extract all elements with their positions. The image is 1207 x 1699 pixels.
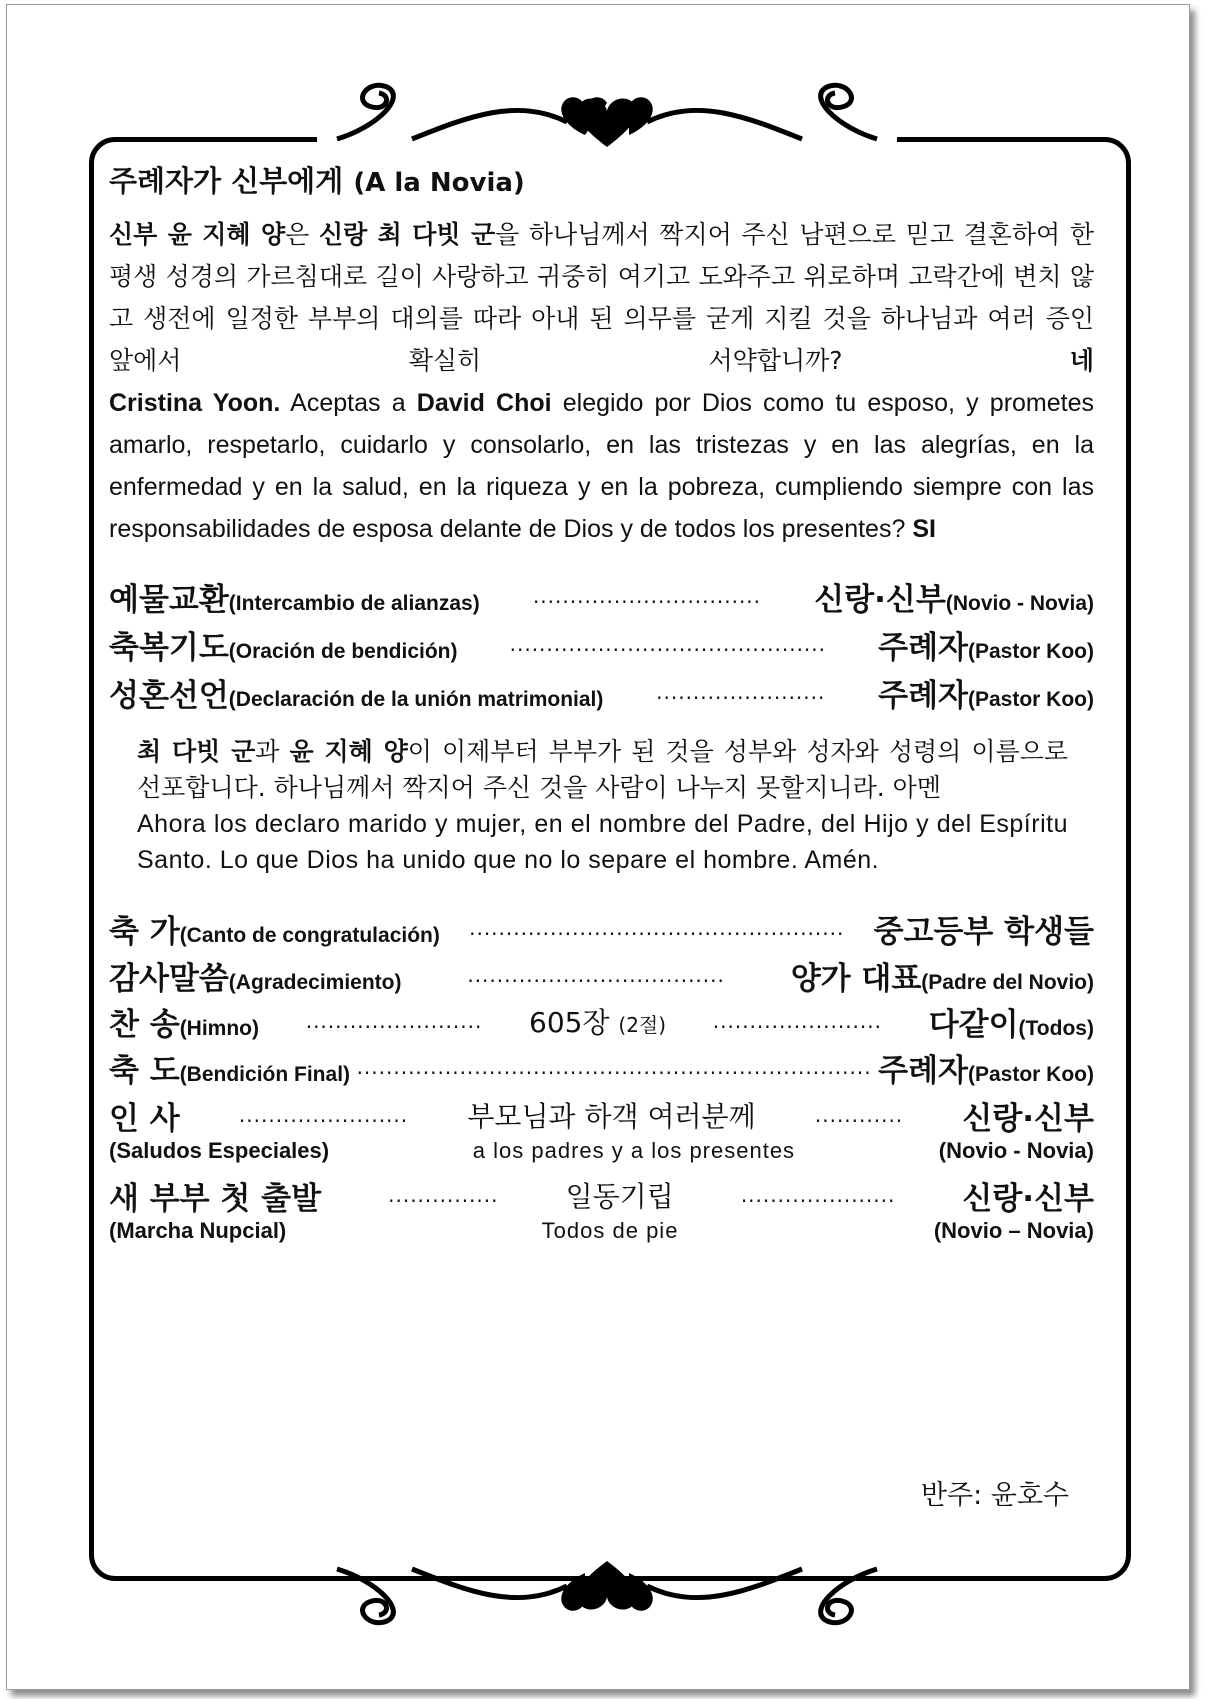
- declaration-connector: 과: [255, 737, 290, 766]
- program-item-rings: [109, 572, 1094, 620]
- item-es: (Agradecimiento): [228, 970, 402, 994]
- section-title: [109, 160, 1094, 204]
- performer-es: (Novio - Novia): [945, 591, 1094, 615]
- performer-ko: 신랑·신부: [962, 1100, 1094, 1137]
- dot-leader: ...........................................: [509, 632, 826, 656]
- performer-ko: 신랑·신부: [962, 1180, 1094, 1217]
- hymn-verse: (2절): [618, 1013, 667, 1037]
- declaration-korean: [137, 734, 1068, 806]
- program-item-song: [109, 904, 1094, 952]
- dot-leader: .......................: [712, 1009, 882, 1033]
- dot-leader: ...................................: [467, 963, 725, 987]
- dot-leader: ...............: [388, 1183, 499, 1207]
- performer-es: (Novio - Novia): [938, 1138, 1094, 1163]
- vow-answer-es: SI: [912, 515, 936, 543]
- greeting-text-ko: 부모님과 하객 여러분께: [467, 1100, 756, 1133]
- item-es: (Declaración de la unión matrimonial): [228, 687, 604, 711]
- vow-connector: 은: [285, 220, 319, 249]
- dot-leader: ........................: [305, 1009, 483, 1033]
- declaration-text-ko: 이 이제부터 부부가 된 것을 성부와 성자와 성령의 이름으로 선포합니다. 하나님께서 짝지어 주신 것을 사람이 나누지 못할지니라. 아멘: [137, 737, 1068, 802]
- item-ko: 인 사: [109, 1100, 180, 1137]
- dot-leader: .......................: [238, 1103, 409, 1127]
- dot-leader: ............: [814, 1103, 904, 1127]
- dot-leader: .....................: [740, 1183, 896, 1207]
- dot-leader: ......................................................................: [356, 1055, 872, 1079]
- accompanist-credit: 반주: 윤호수: [920, 1480, 1069, 1511]
- program-page: [6, 4, 1190, 1690]
- top-heart-flourish: [317, 77, 897, 153]
- performer-ko: 다같이: [928, 1006, 1019, 1043]
- item-es: (Canto de congratulación): [179, 923, 440, 947]
- performer-ko: 양가 대표: [790, 960, 922, 997]
- title-korean: 주례자가 신부에게: [109, 164, 344, 198]
- performer-es: (Pastor Koo): [967, 687, 1094, 711]
- dot-leader: ...................................................: [469, 916, 845, 940]
- program-item-greeting: [109, 1094, 1094, 1164]
- performer-es: (Todos): [1018, 1016, 1094, 1040]
- item-es: (Himno): [179, 1016, 260, 1040]
- march-text-es: Todos de pie: [541, 1218, 679, 1243]
- item-es: (Oración de bendición): [228, 639, 458, 663]
- bottom-heart-flourish: [317, 1555, 897, 1631]
- groom-name-ko: 신랑 최 다빗 군: [318, 220, 496, 249]
- declaration-spanish: Ahora los declaro marido y mujer, en el nombre del Padre, del Hijo y del Espíritu Santo. Lo que Dios ha unido que no lo separe el hombre. Amén.: [137, 810, 1068, 874]
- program-item-thanks: [109, 952, 1094, 998]
- performer-es: (Novio – Novia): [933, 1218, 1094, 1243]
- program-content: [109, 160, 1094, 1244]
- performer-ko: 주례자: [878, 1052, 968, 1089]
- item-es: (Marcha Nupcial): [109, 1218, 287, 1243]
- performer-es: (Pastor Koo): [967, 1062, 1094, 1086]
- item-ko: 새 부부 첫 출발: [109, 1180, 322, 1217]
- performer-ko: 신랑·신부: [814, 581, 946, 618]
- program-item-benediction: [109, 1044, 1094, 1090]
- performer-es: (Pastor Koo): [967, 639, 1094, 663]
- program-item-march: [109, 1174, 1094, 1244]
- item-es: (Bendición Final): [179, 1062, 351, 1086]
- performer-ko: 주례자: [878, 629, 968, 666]
- bride-name-es: Cristina Yoon.: [109, 389, 281, 417]
- item-ko: 축 가: [109, 913, 180, 950]
- vow-connector-es: Aceptas a: [280, 389, 417, 417]
- vow-korean: [109, 214, 1094, 382]
- bride-name: 윤 지혜 양: [289, 737, 408, 766]
- hymn-number: 605장: [529, 1006, 610, 1039]
- program-item-hymn: [109, 998, 1094, 1044]
- declaration-block: [137, 734, 1068, 878]
- march-text-ko: 일동기립: [565, 1180, 674, 1213]
- performer-ko: 주례자: [878, 677, 968, 714]
- vow-text-es: elegido por Dios como tu esposo, y prometes amarlo, respetarlo, cuidarlo y consolarlo, en las tristezas y en las alegrías, en la enfermedad y en la salud, en la riqueza y en la pobreza, cumpliendo siempre con las responsabilidades de esposa delante de Dios y de todos los presentes?: [109, 389, 1094, 543]
- item-es: (Saludos Especiales): [109, 1138, 330, 1163]
- vow-spanish: [109, 382, 1094, 550]
- groom-name: 최 다빗 군: [137, 737, 256, 766]
- item-ko: 감사말씀: [109, 960, 229, 997]
- item-ko: 성혼선언: [109, 677, 229, 714]
- item-ko: 찬 송: [109, 1006, 180, 1043]
- item-ko: 예물교환: [109, 581, 229, 618]
- program-item-prayer: [109, 620, 1094, 668]
- item-es: (Intercambio de alianzas): [228, 591, 480, 615]
- greeting-text-es: a los padres y a los presentes: [472, 1138, 796, 1163]
- program-item-declaration: [109, 668, 1094, 716]
- groom-name-es: David Choi: [416, 389, 552, 417]
- title-spanish: (A la Novia): [353, 168, 525, 198]
- item-ko: 축복기도: [109, 629, 229, 666]
- vow-answer-ko: 네: [1069, 346, 1094, 375]
- bride-name-ko: 신부 윤 지혜 양: [109, 220, 286, 249]
- vow-text-ko: 을 하나님께서 짝지어 주신 남편으로 믿고 결혼하여 한평생 성경의 가르침대로 길이 사랑하고 귀중히 여기고 도와주고 위로하며 고락간에 변치 않고 생전에 일정한 부부의 대의를 따라 아내 된 의무를 굳게 지킬 것을 하나님과 여러 증인 앞에서 확실히 서약합니까?: [109, 220, 1094, 375]
- item-ko: 축 도: [109, 1052, 180, 1089]
- dot-leader: .......................: [656, 680, 826, 704]
- dot-leader: ...............................: [532, 584, 762, 608]
- performer-es: (Padre del Novio): [921, 970, 1094, 994]
- performer-ko: 중고등부 학생들: [873, 913, 1094, 950]
